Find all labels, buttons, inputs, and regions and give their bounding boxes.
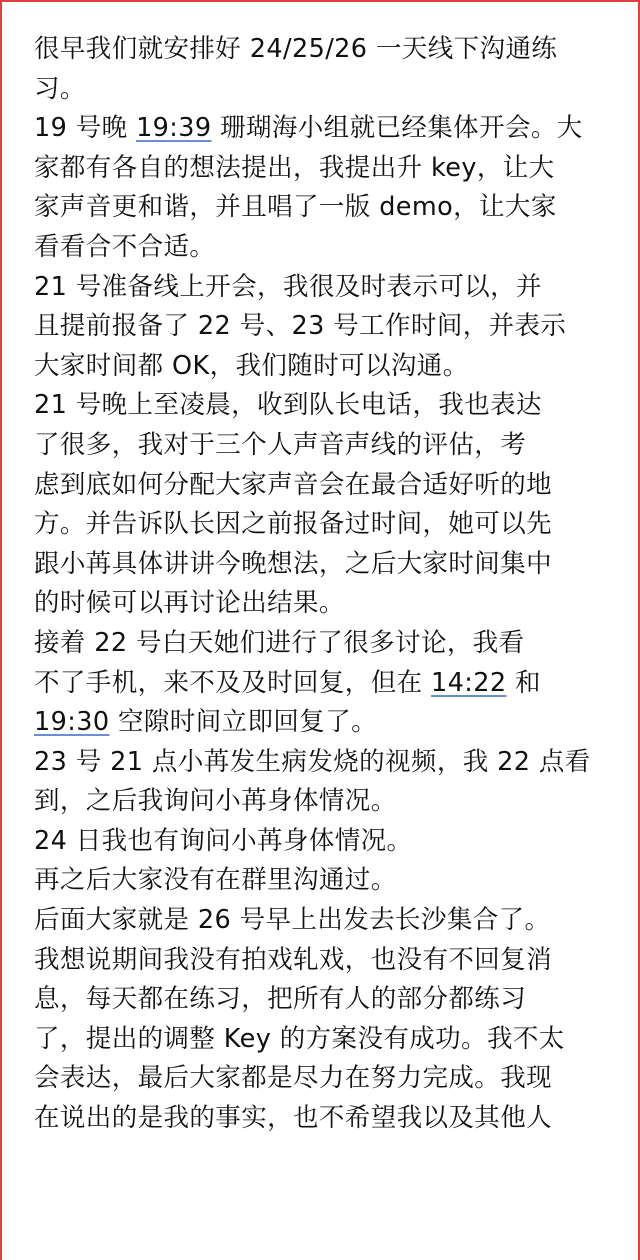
text-segment: 21 号晚上至凌晨，收到队长电话，我也表达 <box>34 390 542 421</box>
text-line <box>34 1099 594 1139</box>
text-segment: 虑到底如何分配大家声音会在最合适好听的地 <box>34 469 553 500</box>
text-line <box>34 664 594 704</box>
text-line <box>34 980 594 1020</box>
timestamp: 14:22 <box>431 667 507 698</box>
text-line <box>34 426 594 466</box>
text-line <box>34 109 594 149</box>
text-segment: 24 日我也有询问小苒身体情况。 <box>34 825 413 856</box>
text-line <box>34 743 594 783</box>
timestamp: 19:39 <box>136 113 212 144</box>
text-segment: 我想说期间我没有拍戏轧戏，也没有不回复消 <box>34 944 553 975</box>
text-line <box>34 188 594 228</box>
text-line <box>34 782 594 822</box>
document-text <box>34 30 594 1139</box>
text-segment: 了，提出的调整 Key 的方案没有成功。我不太 <box>34 1023 565 1054</box>
text-segment: 的时候可以再讨论出结果。 <box>34 588 345 619</box>
text-segment: 在说出的是我的事实，也不希望我以及其他人 <box>34 1103 553 1134</box>
text-segment: 19 号晚 <box>34 113 137 144</box>
text-line <box>34 347 594 387</box>
text-segment: 再之后大家没有在群里沟通过。 <box>34 865 397 896</box>
text-segment: 到，之后我询问小苒身体情况。 <box>34 786 397 817</box>
text-line <box>34 466 594 506</box>
text-line <box>34 1059 594 1099</box>
text-segment: 后面大家就是 26 号早上出发去长沙集合了。 <box>34 905 551 936</box>
text-segment: 看看合不合适。 <box>34 231 216 262</box>
text-segment: 和 <box>506 667 541 698</box>
text-segment: 息，每天都在练习，把所有人的部分都练习 <box>34 984 527 1015</box>
text-line <box>34 1020 594 1060</box>
text-segment: 很早我们就安排好 24/25/26 一天线下沟通练 <box>34 34 558 64</box>
text-line <box>34 228 594 268</box>
text-line <box>34 624 594 664</box>
text-line <box>34 901 594 941</box>
text-segment: 跟小苒具体讲讲今晚想法，之后大家时间集中 <box>34 548 553 579</box>
text-line <box>34 149 594 189</box>
text-segment: 21 号准备线上开会，我很及时表示可以，并 <box>34 271 542 302</box>
text-segment: 珊瑚海小组就已经集体开会。大 <box>211 113 583 144</box>
text-segment: 且提前报备了 22 号、23 号工作时间，并表示 <box>34 311 567 342</box>
text-segment: 了很多，我对于三个人声音声线的评估，考 <box>34 429 527 460</box>
text-segment: 大家时间都 OK，我们随时可以沟通。 <box>34 350 469 381</box>
text-segment: 家都有各自的想法提出，我提出升 key，让大 <box>34 152 555 183</box>
timestamp: 19:30 <box>34 707 110 738</box>
text-segment: 家声音更和谐，并且唱了一版 demo，让大家 <box>34 192 557 223</box>
text-segment: 空隙时间立即回复了。 <box>109 707 378 738</box>
text-line <box>34 941 594 981</box>
text-segment: 23 号 21 点小苒发生病发烧的视频，我 22 点看 <box>34 746 591 777</box>
text-line <box>34 545 594 585</box>
text-line <box>34 822 594 862</box>
text-segment: 接着 22 号白天她们进行了很多讨论，我看 <box>34 627 525 658</box>
text-line <box>34 307 594 347</box>
text-line <box>34 861 594 901</box>
text-line <box>34 386 594 426</box>
text-segment: 不了手机，来不及及时回复，但在 <box>34 667 432 698</box>
text-segment: 会表达，最后大家都是尽力在努力完成。我现 <box>34 1063 553 1094</box>
text-line <box>34 30 594 70</box>
text-segment: 方。并告诉队长因之前报备过时间，她可以先 <box>34 509 553 540</box>
text-line <box>34 703 594 743</box>
text-line <box>34 268 594 308</box>
text-line <box>34 584 594 624</box>
text-segment: 习。 <box>34 73 86 104</box>
text-line <box>34 505 594 545</box>
text-line <box>34 70 594 110</box>
